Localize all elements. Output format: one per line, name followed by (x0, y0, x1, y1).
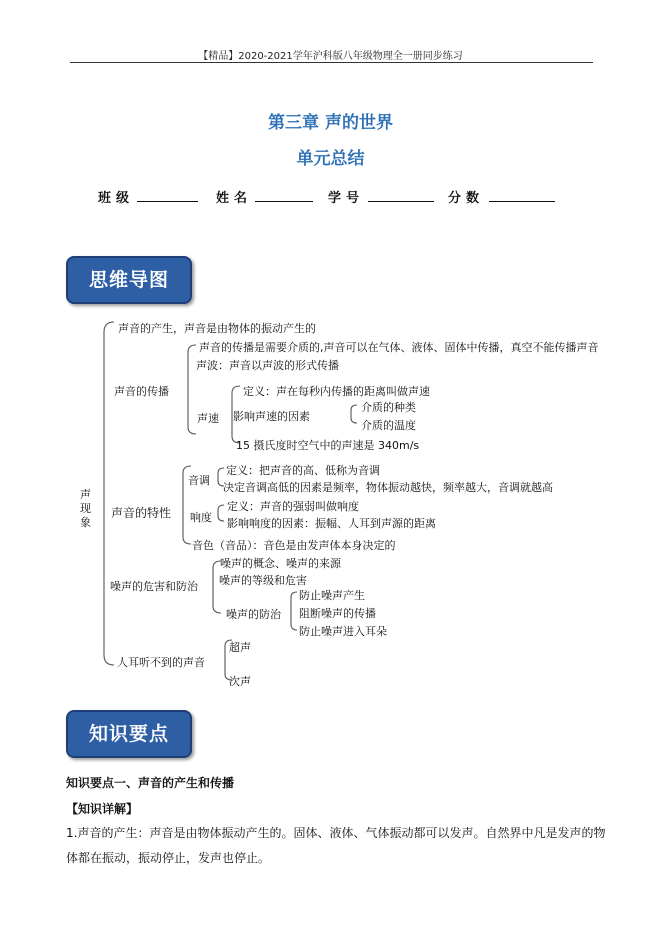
mm-loudness-item-2: 影响响度的因素：振幅、人耳到声源的距离 (227, 517, 436, 530)
mm-speed-factor-kind: 介质的种类 (361, 401, 416, 414)
mm-propagation-label: 声音的传播 (114, 385, 169, 398)
mm-characteristics-label: 声音的特性 (111, 506, 172, 520)
mm-pitch-label: 音调 (188, 474, 210, 487)
point1-title: 知识要点一、声音的产生和传播 (66, 776, 235, 790)
mm-noise-control-label: 噪声的防治 (226, 608, 281, 621)
chapter-subtitle: 单元总结 (296, 149, 365, 169)
mm-production: 声音的产生，声音是由物体的振动产生的 (118, 322, 316, 335)
field-class-label: 班级 (98, 191, 135, 206)
mm-inaudible-ultra: 超声 (229, 641, 251, 654)
field-number-label: 学号 (328, 191, 365, 206)
mm-noise-label: 噪声的危害和防治 (110, 580, 198, 593)
mm-propagation-medium: 声音的传播是需要介质的,声音可以在气体、液体、固体中传播，真空不能传播声音 (199, 341, 599, 354)
page-header: 【精品】2020-2021学年沪科版八年级物理全一册同步练习 (198, 51, 463, 62)
mindmap-banner: 思维导图 (66, 256, 192, 304)
points-banner: 知识要点 (66, 710, 192, 758)
mm-noise-control-1: 防止噪声产生 (299, 589, 365, 602)
point1-para-line2: 体都在振动，振动停止，发声也停止。 (66, 851, 271, 865)
mm-speed-air: 15 摄氏度时空气中的声速是 340m/s (236, 439, 420, 452)
mm-speed-factor-temp: 介质的温度 (361, 419, 416, 432)
mm-speed-factors: 影响声速的因素 (233, 410, 310, 423)
mm-noise-levels: 噪声的等级和危害 (219, 574, 307, 587)
detail-label: 【知识详解】 (66, 802, 139, 816)
mm-timbre: 音色（音品）：音色是由发声体本身决定的 (192, 539, 396, 552)
mm-loudness-label: 响度 (190, 511, 212, 524)
mm-noise-control-3: 防止噪声进入耳朵 (299, 625, 387, 638)
mm-pitch-item-2: 决定音调高低的因素是频率，物体振动越快，频率越大，音调就越高 (223, 481, 553, 494)
field-score-label: 分数 (448, 191, 485, 206)
mm-loudness-item-1: 定义：声音的强弱叫做响度 (227, 500, 359, 513)
mm-inaudible-label: 人耳听不到的声音 (117, 656, 205, 669)
mm-noise-concept: 噪声的概念、噪声的来源 (220, 557, 341, 570)
chapter-title: 第三章 声的世界 (268, 113, 393, 133)
mindmap-root: 声现象 (80, 488, 91, 529)
mm-pitch-item-1: 定义：把声音的高、低称为音调 (226, 464, 380, 477)
mm-noise-control-2: 阻断噪声的传播 (299, 607, 376, 620)
mm-speed-label: 声速 (197, 412, 219, 425)
mm-speed-definition: 定义：声在每秒内传播的距离叫做声速 (243, 385, 430, 398)
mm-inaudible-infra: 次声 (229, 675, 251, 688)
field-name-label: 姓名 (216, 191, 253, 206)
mm-propagation-wave: 声波：声音以声波的形式传播 (196, 359, 339, 372)
point1-para-line1: 1.声音的产生：声音是由物体振动产生的。固体、液体、气体振动都可以发声。自然界中凡是发声的物 (66, 826, 606, 840)
